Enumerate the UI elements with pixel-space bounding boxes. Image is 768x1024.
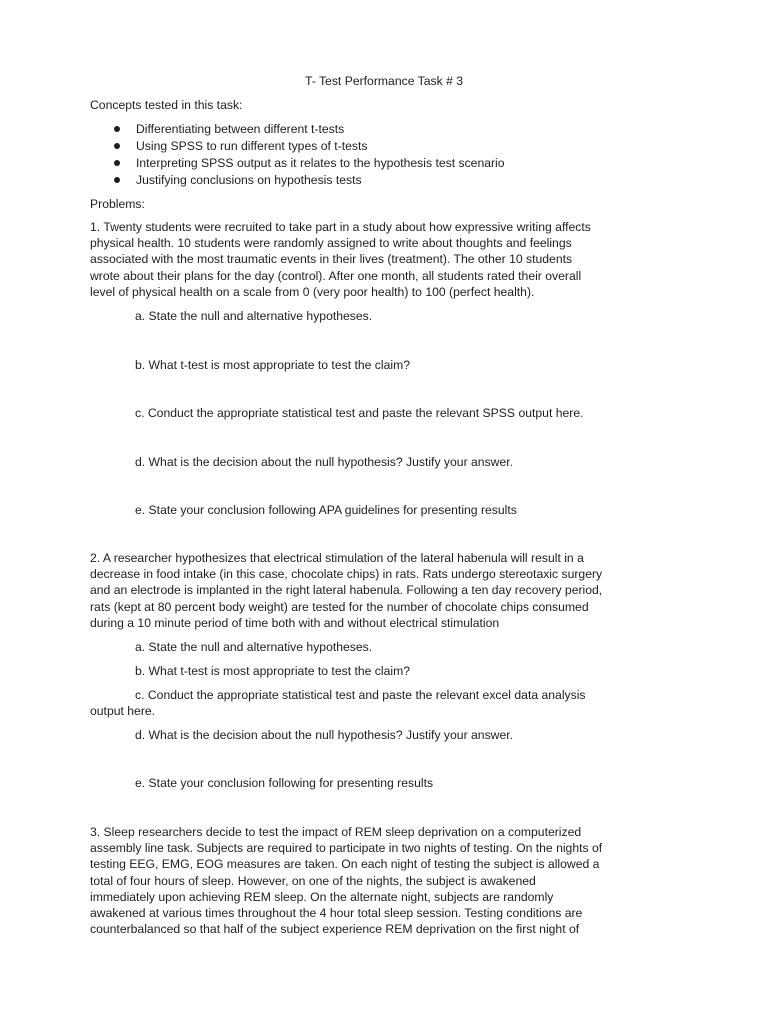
bullet-icon xyxy=(114,177,120,183)
list-item: Differentiating between different t-tests xyxy=(110,121,505,138)
bullet-icon xyxy=(114,126,120,132)
problem-line: counterbalanced so that half of the subject experience REM deprivation on the first night of xyxy=(90,922,580,937)
problems-heading: Problems: xyxy=(90,197,145,211)
problem-line: awakened at various times throughout the 4 hour total sleep session. Testing conditions are xyxy=(90,906,583,921)
problem-line: during a 10 minute period of time both with and without electrical stimulation xyxy=(90,615,500,630)
problem-1-question-c: c. Conduct the appropriate statistical test and paste the relevant SPSS output here. xyxy=(135,406,584,420)
problem-line: physical health. 10 students were randomly assigned to write about thoughts and feelings xyxy=(90,236,572,251)
question-line: output here. xyxy=(90,704,156,719)
question-line: c. Conduct the appropriate statistical test and paste the relevant excel data analysis xyxy=(135,688,586,702)
list-item: Justifying conclusions on hypothesis tests xyxy=(110,172,505,189)
problem-line: assembly line task. Subjects are required to participate in two nights of testing. On the nights of xyxy=(90,841,603,856)
problem-2-text xyxy=(90,550,680,631)
problem-line: 3. Sleep researchers decide to test the impact of REM sleep deprivation on a computerized xyxy=(90,825,582,839)
problem-3-text xyxy=(90,824,680,937)
problem-2-question-d: d. What is the decision about the null hypothesis? Justify your answer. xyxy=(135,728,514,742)
problem-2-question-a: a. State the null and alternative hypotheses. xyxy=(135,640,373,654)
concepts-heading: Concepts tested in this task: xyxy=(90,98,243,112)
problem-line: level of physical health on a scale from 0 (very poor health) to 100 (perfect health). xyxy=(90,284,535,299)
concepts-list xyxy=(110,121,505,189)
list-item: Using SPSS to run different types of t-tests xyxy=(110,138,505,155)
problem-line: and an electrode is implanted in the right lateral habenula. Following a ten day recovery period, xyxy=(90,583,603,598)
problem-line: immediately upon achieving REM sleep. On the alternate night, subjects are randomly xyxy=(90,889,554,904)
problem-2-question-b: b. What t-test is most appropriate to test the claim? xyxy=(135,664,411,678)
problem-line: total of four hours of sleep. However, on one of the nights, the subject is awakened xyxy=(90,873,536,888)
problem-2-question-c xyxy=(90,687,680,719)
document-title: T- Test Performance Task # 3 xyxy=(304,74,464,88)
problem-line: wrote about their plans for the day (control). After one month, all students rated their overall xyxy=(90,268,582,283)
problem-line: rats (kept at 80 percent body weight) are tested for the number of chocolate chips consumed xyxy=(90,599,589,614)
bullet-icon xyxy=(114,143,120,149)
problem-line: 2. A researcher hypothesizes that electrical stimulation of the lateral habenula will result in a xyxy=(90,551,584,565)
problem-1-question-a: a. State the null and alternative hypotheses. xyxy=(135,309,373,323)
problem-line: 1. Twenty students were recruited to take part in a study about how expressive writing affects xyxy=(90,220,591,234)
problem-line: associated with the most traumatic events in their lives (treatment). The other 10 students xyxy=(90,252,573,267)
list-item: Interpreting SPSS output as it relates to the hypothesis test scenario xyxy=(110,155,505,172)
problem-1-question-d: d. What is the decision about the null hypothesis? Justify your answer. xyxy=(135,455,514,469)
bullet-icon xyxy=(114,160,120,166)
problem-line: testing EEG, EMG, EOG measures are taken. On each night of testing the subject is allowed a xyxy=(90,857,600,872)
problem-1-question-e: e. State your conclusion following APA guidelines for presenting results xyxy=(135,503,517,517)
problem-1-question-b: b. What t-test is most appropriate to test the claim? xyxy=(135,358,411,372)
problem-line: decrease in food intake (in this case, chocolate chips) in rats. Rats undergo stereotaxic surgery xyxy=(90,567,603,582)
problem-2-question-e: e. State your conclusion following for presenting results xyxy=(135,776,434,790)
problem-1-text xyxy=(90,219,680,300)
